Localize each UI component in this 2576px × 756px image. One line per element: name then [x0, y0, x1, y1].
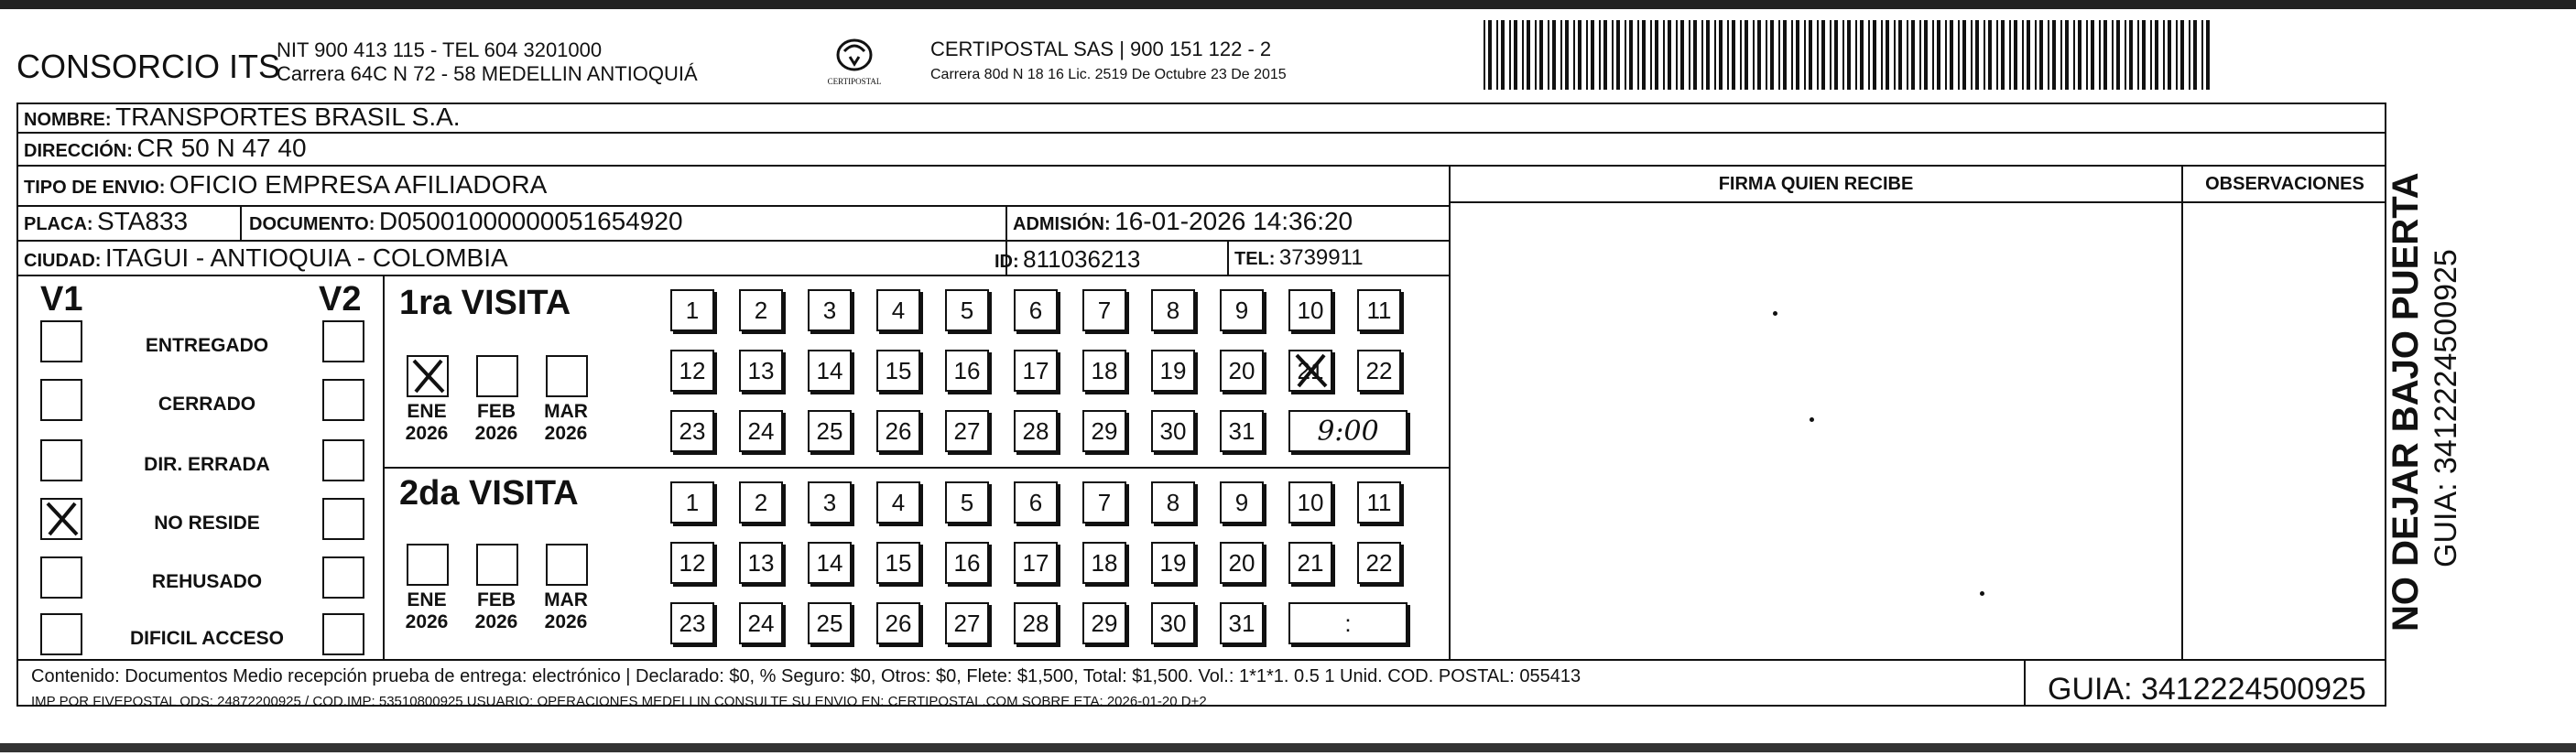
v1-checkbox[interactable]: [40, 556, 82, 599]
month-year: 2026: [405, 611, 449, 632]
first-visit-day[interactable]: [1357, 289, 1401, 331]
print-info-line: IMP POR FIVEPOSTAL ODS: 24872200925 / COD.IMP: 53510800925 USUARIO: OPERACIONES MEDELLIN CONSULTE SU ENVIO EN: CERTIPOSTAL.COM SOBRE ETA: 2026-01-20 D+2: [31, 694, 1207, 709]
row-divider: [16, 165, 2386, 167]
first-visit-day[interactable]: [1082, 289, 1126, 331]
first-visit-day[interactable]: [1357, 350, 1401, 392]
day-number: 7: [1097, 488, 1112, 516]
second-visit-day[interactable]: [670, 602, 714, 644]
placa-label: PLACA:: [24, 214, 93, 234]
v2-checkbox[interactable]: [322, 439, 364, 481]
logo-text: CERTIPOSTAL: [827, 77, 882, 86]
month-name: FEB: [477, 589, 516, 610]
day-number: 31: [1228, 609, 1255, 637]
first-visit-day[interactable]: [945, 350, 989, 392]
id-field: [995, 245, 1140, 274]
day-cross-mark: [1290, 351, 1331, 390]
day-number: 26: [885, 609, 912, 637]
day-number: 20: [1228, 548, 1255, 577]
nombre-label: NOMBRE:: [24, 110, 112, 130]
day-number: 5: [960, 488, 974, 516]
first-visit-day[interactable]: [808, 350, 852, 392]
result-state-label: REHUSADO: [151, 571, 263, 592]
second-visit-day[interactable]: [670, 481, 714, 524]
certipostal-logo: [813, 35, 896, 92]
signature-speck: [1773, 311, 1777, 316]
day-number: 31: [1228, 416, 1255, 445]
id-value: 811036213: [1023, 245, 1141, 273]
visit-divider: [383, 467, 1451, 469]
top-border: [0, 0, 2576, 9]
firma-header: FIRMA QUIEN RECIBE: [1718, 174, 1914, 194]
day-number: 14: [816, 548, 843, 577]
first-visit-day[interactable]: [945, 410, 989, 452]
first-visit-day[interactable]: [1288, 350, 1332, 392]
month-name: MAR: [544, 589, 588, 610]
month-name: FEB: [477, 401, 516, 422]
first-visit-month-checkbox[interactable]: [407, 355, 449, 397]
results-divider: [383, 275, 385, 659]
day-number: 29: [1091, 416, 1118, 445]
direccion-value: CR 50 N 47 40: [136, 134, 307, 162]
second-visit-day[interactable]: [1288, 481, 1332, 524]
day-number: 30: [1159, 416, 1187, 445]
first-visit-day[interactable]: [876, 289, 920, 331]
admision-value: 16-01-2026 14:36:20: [1114, 207, 1353, 235]
guia-number: GUIA: 3412224500925: [2048, 672, 2366, 707]
first-visit-day[interactable]: [670, 410, 714, 452]
day-number: 12: [679, 548, 706, 577]
certi-line-2: Carrera 80d N 18 16 Lic. 2519 De Octubre 23 De 2015: [930, 67, 1287, 82]
day-number: 21: [1297, 548, 1324, 577]
day-number: 16: [953, 548, 981, 577]
second-visit-day[interactable]: [1151, 602, 1195, 644]
day-number: 12: [679, 356, 706, 384]
second-visit-day[interactable]: [1357, 542, 1401, 584]
second-visit-time[interactable]: [1288, 602, 1408, 644]
day-number: 24: [747, 609, 775, 637]
placa-field: [24, 207, 188, 236]
v2-checkbox[interactable]: [322, 498, 364, 540]
observaciones-header: OBSERVACIONES: [2205, 174, 2364, 194]
second-visit-day[interactable]: [1151, 542, 1195, 584]
month-name: MAR: [544, 401, 588, 422]
first-visit-day[interactable]: [808, 289, 852, 331]
first-visit-month-checkbox[interactable]: [476, 355, 518, 397]
first-visit-day[interactable]: [945, 289, 989, 331]
direccion-label: DIRECCIÓN:: [24, 141, 133, 161]
day-number: 21: [1297, 356, 1324, 384]
day-number: 14: [816, 356, 843, 384]
v1-header: V1: [40, 280, 83, 319]
day-number: 25: [816, 416, 843, 445]
bottom-border: [0, 743, 2576, 752]
second-visit-month-checkbox[interactable]: [546, 544, 588, 586]
first-visit-day[interactable]: [1220, 350, 1264, 392]
nit-line: NIT 900 413 115 - TEL 604 3201000: [277, 38, 603, 61]
tipo-envio-field: [24, 170, 547, 200]
day-number: 2: [754, 488, 768, 516]
day-number: 10: [1297, 296, 1324, 324]
admision-field: [1013, 207, 1353, 236]
day-number: 6: [1028, 296, 1043, 324]
tipo-envio-value: OFICIO EMPRESA AFILIADORA: [168, 170, 548, 199]
first-visit-day[interactable]: [1151, 410, 1195, 452]
ciudad-field: [24, 243, 508, 273]
month-name: ENE: [407, 401, 447, 422]
result-state-label: CERRADO: [158, 394, 256, 415]
v1-checkbox[interactable]: [40, 379, 82, 421]
company-info: [277, 38, 698, 86]
day-number: 15: [885, 356, 912, 384]
first-visit-day[interactable]: [1082, 350, 1126, 392]
day-number: 25: [816, 609, 843, 637]
day-number: 16: [953, 356, 981, 384]
second-visit-day[interactable]: [1014, 481, 1058, 524]
field-divider: [1227, 240, 1229, 275]
row-divider: [16, 132, 2386, 134]
day-number: 27: [953, 416, 981, 445]
day-number: 10: [1297, 488, 1324, 516]
day-number: 28: [1022, 416, 1049, 445]
second-visit-day[interactable]: [670, 542, 714, 584]
day-number: 17: [1022, 548, 1049, 577]
documento-field: [249, 207, 683, 236]
day-number: 3: [822, 296, 837, 324]
day-number: 4: [891, 488, 906, 516]
first-visit-day[interactable]: [876, 410, 920, 452]
first-visit-day[interactable]: [670, 350, 714, 392]
tel-label: TEL:: [1234, 249, 1276, 269]
certipostal-info: [930, 37, 1287, 88]
day-number: 1: [685, 296, 700, 324]
second-visit-day[interactable]: [876, 602, 920, 644]
day-number: 5: [960, 296, 974, 324]
first-visit-day[interactable]: [1014, 350, 1058, 392]
second-visit-day[interactable]: [1151, 481, 1195, 524]
first-visit-day[interactable]: [876, 350, 920, 392]
second-visit-day[interactable]: [1082, 481, 1126, 524]
col-divider: [2181, 165, 2183, 659]
first-visit-day[interactable]: [739, 410, 783, 452]
address-line: Carrera 64C N 72 - 58 MEDELLIN ANTIOQUIÁ: [277, 62, 698, 85]
first-visit-day[interactable]: [1014, 289, 1058, 331]
day-number: 17: [1022, 356, 1049, 384]
day-number: 24: [747, 416, 775, 445]
first-visit-day[interactable]: [1151, 350, 1195, 392]
day-number: 23: [679, 416, 706, 445]
time-value: :: [1344, 609, 1352, 637]
barcode: [1484, 20, 2214, 90]
second-visit-day[interactable]: [945, 542, 989, 584]
result-state-label: ENTREGADO: [145, 335, 269, 356]
day-number: 18: [1091, 356, 1118, 384]
month-year: 2026: [474, 423, 518, 444]
day-number: 22: [1365, 356, 1393, 384]
day-number: 11: [1366, 296, 1392, 324]
logo-icon: [813, 35, 896, 77]
second-visit-month-checkbox[interactable]: [407, 544, 449, 586]
company-name: CONSORCIO ITS: [16, 48, 281, 85]
day-number: 7: [1097, 296, 1112, 324]
day-number: 18: [1091, 548, 1118, 577]
first-visit-month-checkbox[interactable]: [546, 355, 588, 397]
first-visit-day[interactable]: [1082, 410, 1126, 452]
time-value: 9:00: [1317, 415, 1379, 448]
second-visit-day[interactable]: [945, 481, 989, 524]
day-number: 4: [891, 296, 906, 324]
ciudad-value: ITAGUI - ANTIOQUIA - COLOMBIA: [104, 243, 508, 272]
day-number: 9: [1234, 488, 1249, 516]
second-visit-day[interactable]: [876, 542, 920, 584]
documento-label: DOCUMENTO:: [249, 214, 375, 234]
second-visit-day[interactable]: [1288, 542, 1332, 584]
v2-checkbox[interactable]: [322, 379, 364, 421]
direccion-field: [24, 134, 307, 163]
month-year: 2026: [474, 611, 518, 632]
tel-value: 3739911: [1278, 245, 1364, 270]
v2-checkbox[interactable]: [322, 613, 364, 655]
first-visit-day[interactable]: [1288, 289, 1332, 331]
row-divider: [16, 275, 1451, 276]
documento-value: D05001000000051654920: [378, 207, 683, 235]
first-visit-day[interactable]: [739, 350, 783, 392]
tipo-envio-label: TIPO DE ENVIO:: [24, 178, 166, 198]
day-number: 1: [685, 488, 700, 516]
second-visit-title: 2da VISITA: [399, 474, 579, 513]
first-visit-title: 1ra VISITA: [399, 284, 571, 322]
second-visit-day[interactable]: [808, 542, 852, 584]
second-visit-day[interactable]: [945, 602, 989, 644]
col-divider: [1449, 165, 1451, 659]
day-number: 27: [953, 609, 981, 637]
second-visit-day[interactable]: [808, 481, 852, 524]
v1-checkbox[interactable]: [40, 439, 82, 481]
first-visit-day[interactable]: [739, 289, 783, 331]
first-visit-day[interactable]: [1151, 289, 1195, 331]
v2-header: V2: [319, 280, 362, 319]
month-year: 2026: [544, 423, 588, 444]
v2-checkbox[interactable]: [322, 320, 364, 362]
v2-checkbox[interactable]: [322, 556, 364, 599]
no-dejar-warning: NO DEJAR BAJO PUERTA: [2386, 172, 2426, 632]
day-number: 20: [1228, 356, 1255, 384]
second-visit-day[interactable]: [739, 542, 783, 584]
month-year: 2026: [544, 611, 588, 632]
first-visit-day[interactable]: [1220, 410, 1264, 452]
placa-value: STA833: [97, 207, 189, 235]
second-visit-day[interactable]: [739, 481, 783, 524]
second-visit-day[interactable]: [1082, 542, 1126, 584]
second-visit-day[interactable]: [808, 602, 852, 644]
first-visit-day[interactable]: [808, 410, 852, 452]
row-divider: [16, 240, 1451, 242]
day-number: 6: [1028, 488, 1043, 516]
v1-checkbox[interactable]: [40, 498, 82, 540]
row-divider: [1451, 201, 2386, 203]
v1-checkbox[interactable]: [40, 320, 82, 362]
id-label: ID:: [995, 252, 1019, 272]
second-visit-day[interactable]: [876, 481, 920, 524]
footer-col-divider: [2024, 659, 2026, 707]
second-visit-day[interactable]: [739, 602, 783, 644]
day-number: 2: [754, 296, 768, 324]
nombre-field: [24, 103, 461, 132]
day-number: 15: [885, 548, 912, 577]
nombre-value: TRANSPORTES BRASIL S.A.: [115, 103, 461, 131]
result-state-label: DIFICIL ACCESO: [129, 628, 284, 649]
second-visit-day[interactable]: [1014, 602, 1058, 644]
month-name: ENE: [407, 589, 447, 610]
day-number: 9: [1234, 296, 1249, 324]
second-visit-day[interactable]: [1082, 602, 1126, 644]
second-visit-day[interactable]: [1220, 542, 1264, 584]
first-visit-day[interactable]: [670, 289, 714, 331]
day-number: 3: [822, 488, 837, 516]
day-number: 23: [679, 609, 706, 637]
first-visit-day[interactable]: [1220, 289, 1264, 331]
tel-field: [1234, 245, 1364, 271]
day-number: 8: [1166, 296, 1180, 324]
day-number: 29: [1091, 609, 1118, 637]
signature-speck: [1980, 591, 1984, 596]
field-divider: [240, 205, 242, 240]
content-line: Contenido: Documentos Medio recepción prueba de entrega: electrónico | Declarado: $0, % Seguro: $0, Otros: $0, Flete: $1,500, Total: $1,500. Vol.: 1*1*1. 0.5 1 Unid. COD. POSTAL: 055413: [31, 666, 1581, 686]
second-visit-day[interactable]: [1220, 481, 1264, 524]
first-visit-time[interactable]: [1288, 410, 1408, 452]
day-number: 11: [1366, 488, 1392, 516]
day-number: 8: [1166, 488, 1180, 516]
v1-checkbox[interactable]: [40, 613, 82, 655]
result-state-label: NO RESIDE: [154, 513, 260, 534]
ciudad-label: CIUDAD:: [24, 251, 102, 271]
second-visit-day[interactable]: [1014, 542, 1058, 584]
result-state-label: DIR. ERRADA: [144, 454, 270, 475]
footer-divider: [16, 659, 2386, 661]
day-number: 19: [1159, 548, 1187, 577]
side-guia-number: GUIA: 3412224500925: [2429, 249, 2463, 567]
first-visit-day[interactable]: [1014, 410, 1058, 452]
day-number: 30: [1159, 609, 1187, 637]
admision-label: ADMISIÓN:: [1013, 214, 1111, 234]
day-number: 13: [747, 548, 775, 577]
day-number: 13: [747, 356, 775, 384]
second-visit-day[interactable]: [1220, 602, 1264, 644]
certi-line-1: CERTIPOSTAL SAS | 900 151 122 - 2: [930, 38, 1272, 60]
day-number: 26: [885, 416, 912, 445]
second-visit-month-checkbox[interactable]: [476, 544, 518, 586]
month-year: 2026: [405, 423, 449, 444]
day-number: 22: [1365, 548, 1393, 577]
day-number: 19: [1159, 356, 1187, 384]
second-visit-day[interactable]: [1357, 481, 1401, 524]
day-number: 28: [1022, 609, 1049, 637]
signature-speck: [1810, 417, 1814, 422]
